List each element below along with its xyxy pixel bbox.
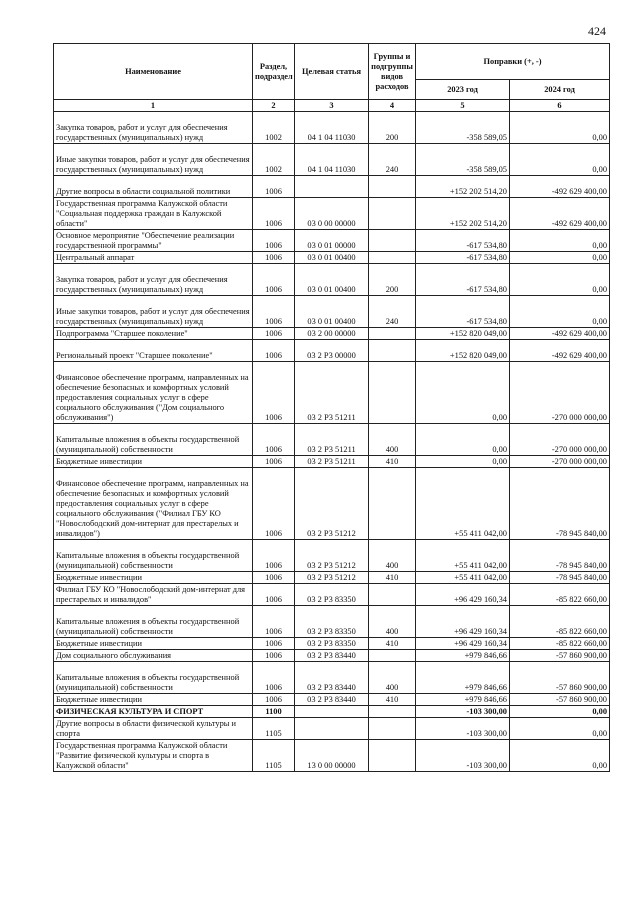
row-target-cell: 03 2 P3 51211 [295,424,369,456]
row-2023-cell: +152 820 049,00 [416,328,510,340]
row-name-cell: Государственная программа Калужской области "Развитие физической культуры и спорта в Калужской области" [54,740,253,772]
row-group-cell [369,230,416,252]
row-2024-cell: 0,00 [510,296,610,328]
row-name-cell: Другие вопросы в области социальной политики [54,176,253,198]
row-section-cell: 1100 [253,706,295,718]
row-target-cell: 03 2 P3 51211 [295,362,369,424]
row-2024-cell: 0,00 [510,740,610,772]
row-group-cell: 240 [369,144,416,176]
row-group-cell: 240 [369,296,416,328]
row-name-cell: ФИЗИЧЕСКАЯ КУЛЬТУРА И СПОРТ [54,706,253,718]
col-number-5: 5 [416,100,510,112]
row-group-cell: 410 [369,572,416,584]
table-row [54,252,610,264]
col-number-2: 2 [253,100,295,112]
row-target-cell: 03 0 01 00400 [295,296,369,328]
col-number-1: 1 [54,100,253,112]
row-group-cell [369,584,416,606]
row-2024-cell: -85 822 660,00 [510,606,610,638]
row-2023-cell: -103 300,00 [416,740,510,772]
row-2024-cell: -85 822 660,00 [510,584,610,606]
table-row [54,456,610,468]
row-2023-cell: -617 534,80 [416,264,510,296]
row-2023-cell: +96 429 160,34 [416,638,510,650]
table-row [54,424,610,456]
table-row [54,718,610,740]
row-2024-cell: -85 822 660,00 [510,638,610,650]
row-section-cell: 1105 [253,718,295,740]
row-name-cell: Региональный проект "Старшее поколение" [54,340,253,362]
row-name-cell: Бюджетные инвестиции [54,456,253,468]
row-target-cell: 03 2 P3 00000 [295,340,369,362]
row-target-cell: 03 2 P3 83440 [295,662,369,694]
row-2024-cell: -492 629 400,00 [510,198,610,230]
table-row [54,584,610,606]
row-group-cell [369,340,416,362]
row-2024-cell: 0,00 [510,144,610,176]
row-section-cell: 1006 [253,584,295,606]
row-name-cell: Капитальные вложения в объекты государственной (муниципальной) собственности [54,662,253,694]
row-2024-cell: -57 860 900,00 [510,650,610,662]
row-group-cell: 400 [369,662,416,694]
row-section-cell: 1006 [253,468,295,540]
table-row [54,296,610,328]
col-number-4: 4 [369,100,416,112]
row-name-cell: Бюджетные инвестиции [54,572,253,584]
row-target-cell: 13 0 00 00000 [295,740,369,772]
row-group-cell: 410 [369,694,416,706]
row-group-cell [369,740,416,772]
page-number: 424 [588,24,606,38]
row-section-cell: 1006 [253,456,295,468]
row-2024-cell: -78 945 840,00 [510,540,610,572]
row-target-cell: 04 1 04 11030 [295,112,369,144]
row-section-cell: 1006 [253,252,295,264]
row-2024-cell: 0,00 [510,706,610,718]
row-name-cell: Бюджетные инвестиции [54,638,253,650]
row-section-cell: 1006 [253,662,295,694]
row-2023-cell: -617 534,80 [416,252,510,264]
row-group-cell [369,718,416,740]
row-section-cell: 1006 [253,424,295,456]
row-name-cell: Финансовое обеспечение программ, направленных на обеспечение безопасных и комфортных условий предоставления социальных услуг в сфере социального обслуживания ("Филиал ГБУ КО "Новослободский дом-интернат для престарелых и инвалидов") [54,468,253,540]
row-target-cell: 03 2 00 00000 [295,328,369,340]
row-target-cell: 03 2 P3 51212 [295,572,369,584]
row-2024-cell: -78 945 840,00 [510,468,610,540]
row-2024-cell: -270 000 000,00 [510,456,610,468]
row-target-cell: 03 0 01 00000 [295,230,369,252]
row-2023-cell: +96 429 160,34 [416,606,510,638]
row-target-cell: 03 2 P3 83350 [295,606,369,638]
row-2023-cell: +979 846,66 [416,662,510,694]
row-group-cell [369,328,416,340]
row-name-cell: Филиал ГБУ КО "Новослободский дом-интернат для престарелых и инвалидов" [54,584,253,606]
header-name: Наименование [54,44,253,100]
row-name-cell: Капитальные вложения в объекты государственной (муниципальной) собственности [54,540,253,572]
row-group-cell [369,468,416,540]
header-target: Целевая статья [295,44,369,100]
row-section-cell: 1006 [253,264,295,296]
table-row [54,176,610,198]
row-name-cell: Основное мероприятие "Обеспечение реализации государственной программы" [54,230,253,252]
row-2024-cell: 0,00 [510,230,610,252]
table-row [54,540,610,572]
row-2023-cell: +152 202 514,20 [416,198,510,230]
table-row [54,694,610,706]
table-row [54,638,610,650]
row-group-cell [369,362,416,424]
row-2023-cell: +55 411 042,00 [416,572,510,584]
row-section-cell: 1006 [253,176,295,198]
row-name-cell: Иные закупки товаров, работ и услуг для обеспечения государственных (муниципальных) нужд [54,296,253,328]
row-2023-cell: -358 589,05 [416,112,510,144]
row-2023-cell: +96 429 160,34 [416,584,510,606]
row-target-cell [295,176,369,198]
row-target-cell: 03 0 00 00000 [295,198,369,230]
row-target-cell: 03 0 01 00400 [295,252,369,264]
table-row [54,230,610,252]
row-target-cell: 03 2 P3 83440 [295,650,369,662]
row-group-cell [369,198,416,230]
table-row [54,468,610,540]
table-row [54,340,610,362]
row-group-cell [369,650,416,662]
row-2024-cell: -492 629 400,00 [510,340,610,362]
row-section-cell: 1006 [253,694,295,706]
row-2024-cell: -270 000 000,00 [510,362,610,424]
row-name-cell: Закупка товаров, работ и услуг для обеспечения государственных (муниципальных) нужд [54,112,253,144]
table-row [54,706,610,718]
table-row [54,144,610,176]
row-2024-cell: 0,00 [510,252,610,264]
row-2023-cell: +55 411 042,00 [416,468,510,540]
row-section-cell: 1006 [253,198,295,230]
row-target-cell: 03 0 01 00400 [295,264,369,296]
budget-amendments-table [53,43,610,772]
row-group-cell [369,252,416,264]
row-2023-cell: +55 411 042,00 [416,540,510,572]
row-section-cell: 1006 [253,340,295,362]
row-target-cell: 03 2 P3 51212 [295,540,369,572]
row-2024-cell: -492 629 400,00 [510,328,610,340]
table-row [54,662,610,694]
row-target-cell: 03 2 P3 83350 [295,584,369,606]
row-2024-cell: -78 945 840,00 [510,572,610,584]
header-year-2023: 2023 год [416,80,510,100]
row-group-cell: 410 [369,456,416,468]
row-2024-cell: 0,00 [510,718,610,740]
row-group-cell: 200 [369,264,416,296]
row-2023-cell: -103 300,00 [416,718,510,740]
row-target-cell: 03 2 P3 51212 [295,468,369,540]
row-2024-cell: -57 860 900,00 [510,694,610,706]
row-section-cell: 1006 [253,230,295,252]
row-2023-cell: -617 534,80 [416,296,510,328]
table-row [54,362,610,424]
row-2024-cell: 0,00 [510,264,610,296]
row-section-cell: 1006 [253,606,295,638]
row-group-cell: 400 [369,606,416,638]
row-2023-cell: 0,00 [416,424,510,456]
row-2024-cell: 0,00 [510,112,610,144]
row-target-cell: 04 1 04 11030 [295,144,369,176]
row-2024-cell: -57 860 900,00 [510,662,610,694]
row-section-cell: 1002 [253,112,295,144]
row-group-cell [369,176,416,198]
row-name-cell: Капитальные вложения в объекты государственной (муниципальной) собственности [54,606,253,638]
row-2024-cell: -270 000 000,00 [510,424,610,456]
row-section-cell: 1006 [253,540,295,572]
table-row [54,198,610,230]
table-row [54,112,610,144]
row-target-cell [295,706,369,718]
row-section-cell: 1006 [253,362,295,424]
row-section-cell: 1006 [253,296,295,328]
row-target-cell: 03 2 P3 51211 [295,456,369,468]
row-name-cell: Другие вопросы в области физической культуры и спорта [54,718,253,740]
header-year-2024: 2024 год [510,80,610,100]
row-name-cell: Иные закупки товаров, работ и услуг для обеспечения государственных (муниципальных) нужд [54,144,253,176]
row-group-cell: 400 [369,424,416,456]
row-section-cell: 1006 [253,572,295,584]
row-2023-cell: -358 589,05 [416,144,510,176]
header-groups: Группы и подгруппы видов расходов [369,44,416,100]
row-section-cell: 1002 [253,144,295,176]
row-2023-cell: +979 846,66 [416,694,510,706]
row-2023-cell: +979 846,66 [416,650,510,662]
row-name-cell: Закупка товаров, работ и услуг для обеспечения государственных (муниципальных) нужд [54,264,253,296]
row-target-cell: 03 2 P3 83350 [295,638,369,650]
table-row [54,572,610,584]
row-group-cell [369,706,416,718]
table-row [54,740,610,772]
header-section: Раздел, подраздел [253,44,295,100]
row-name-cell: Центральный аппарат [54,252,253,264]
row-name-cell: Капитальные вложения в объекты государственной (муниципальной) собственности [54,424,253,456]
row-section-cell: 1006 [253,328,295,340]
header-amendments: Поправки (+, -) [416,44,610,80]
row-name-cell: Бюджетные инвестиции [54,694,253,706]
row-name-cell: Дом социального обслуживания [54,650,253,662]
row-2024-cell: -492 629 400,00 [510,176,610,198]
row-section-cell: 1105 [253,740,295,772]
row-group-cell: 400 [369,540,416,572]
col-number-3: 3 [295,100,369,112]
row-group-cell: 410 [369,638,416,650]
table-row [54,650,610,662]
table-row [54,606,610,638]
row-name-cell: Финансовое обеспечение программ, направленных на обеспечение безопасных и комфортных условий предоставления социальных услуг в сфере социального обслуживания ("Дом социального обслуживания") [54,362,253,424]
row-name-cell: Подпрограмма "Старшее поколение" [54,328,253,340]
row-2023-cell: +152 202 514,20 [416,176,510,198]
row-name-cell: Государственная программа Калужской области "Социальная поддержка граждан в Калужской области" [54,198,253,230]
row-target-cell: 03 2 P3 83440 [295,694,369,706]
row-2023-cell: 0,00 [416,362,510,424]
row-section-cell: 1006 [253,650,295,662]
row-2023-cell: -617 534,80 [416,230,510,252]
row-section-cell: 1006 [253,638,295,650]
row-group-cell: 200 [369,112,416,144]
row-2023-cell: -103 300,00 [416,706,510,718]
table-body [54,112,610,772]
col-number-6: 6 [510,100,610,112]
row-2023-cell: 0,00 [416,456,510,468]
table-row [54,328,610,340]
row-target-cell [295,718,369,740]
table-row [54,264,610,296]
row-2023-cell: +152 820 049,00 [416,340,510,362]
